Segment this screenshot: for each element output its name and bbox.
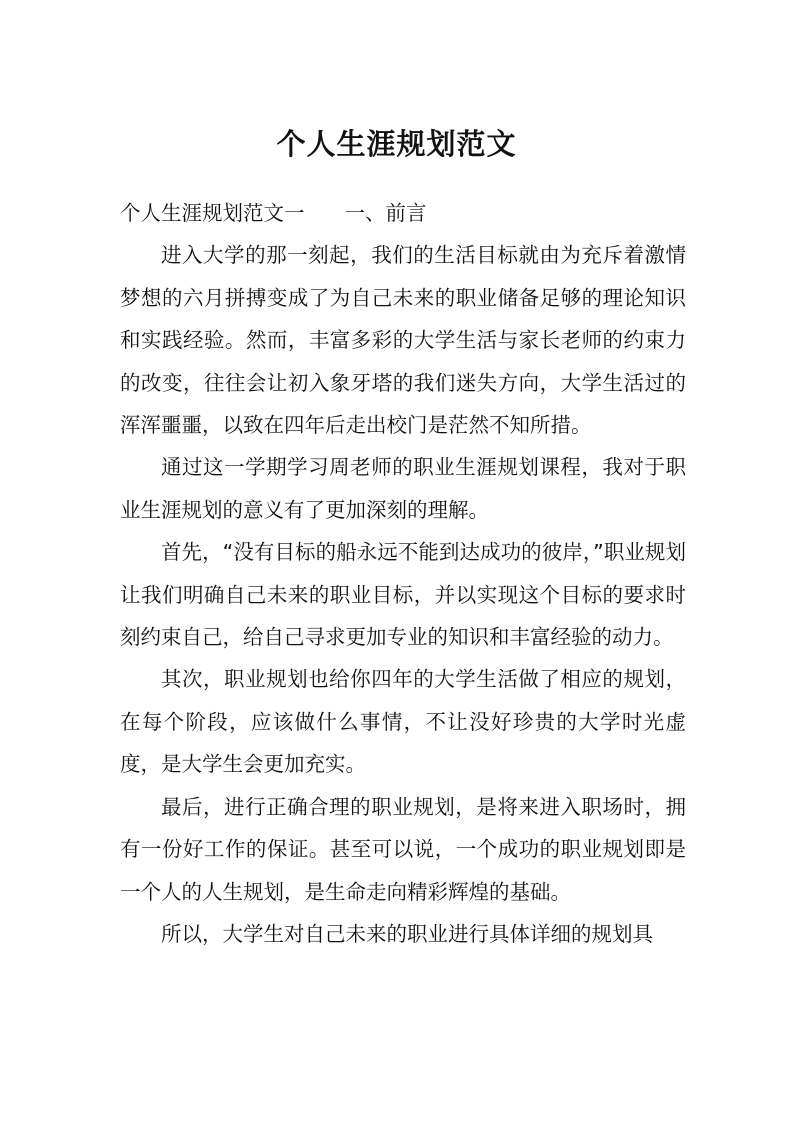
paragraph: 其次，职业规划也给你四年的大学生活做了相应的规划，在每个阶段，应该做什么事情，不让没好珍贵的大学时光虚度，是大学生会更加充实。 <box>120 667 686 777</box>
section-heading-subtitle: 一、前言 <box>344 201 427 225</box>
document-title: 个人生涯规划范文 <box>276 127 517 161</box>
paragraph: 所以，大学生对自己未来的职业进行具体详细的规划具 <box>161 921 653 946</box>
paragraph: 首先，“没有目标的船永远不能到达成功的彼岸，”职业规划让我们明确自己未来的职业目标，并以实现这个目标的要求时刻约束自己，给自己寻求更加专业的知识和丰富经验的动力。 <box>120 540 686 650</box>
paragraph: 进入大学的那一刻起，我们的生活目标就由为充斥着激情梦想的六月拼搏变成了为自己未来的职业储备足够的理论知识和实践经验。然而，丰富多彩的大学生活与家长老师的约束力的改变，往往会让初入象牙塔的我们迷失方向，大学生活过的浑浑噩噩，以致在四年后走出校门是茫然不知所措。 <box>120 243 686 438</box>
section-heading-title: 个人生涯规划范文一 <box>120 201 305 225</box>
paragraph: 通过这一学期学习周老师的职业生涯规划课程，我对于职业生涯规划的意义有了更加深刻的理解。 <box>120 455 686 522</box>
document-body <box>120 192 686 955</box>
paragraph: 最后，进行正确合理的职业规划，是将来进入职场时，拥有一份好工作的保证。甚至可以说，一个成功的职业规划即是一个人的人生规划，是生命走向精彩辉煌的基础。 <box>120 794 686 904</box>
section-heading <box>120 192 686 234</box>
